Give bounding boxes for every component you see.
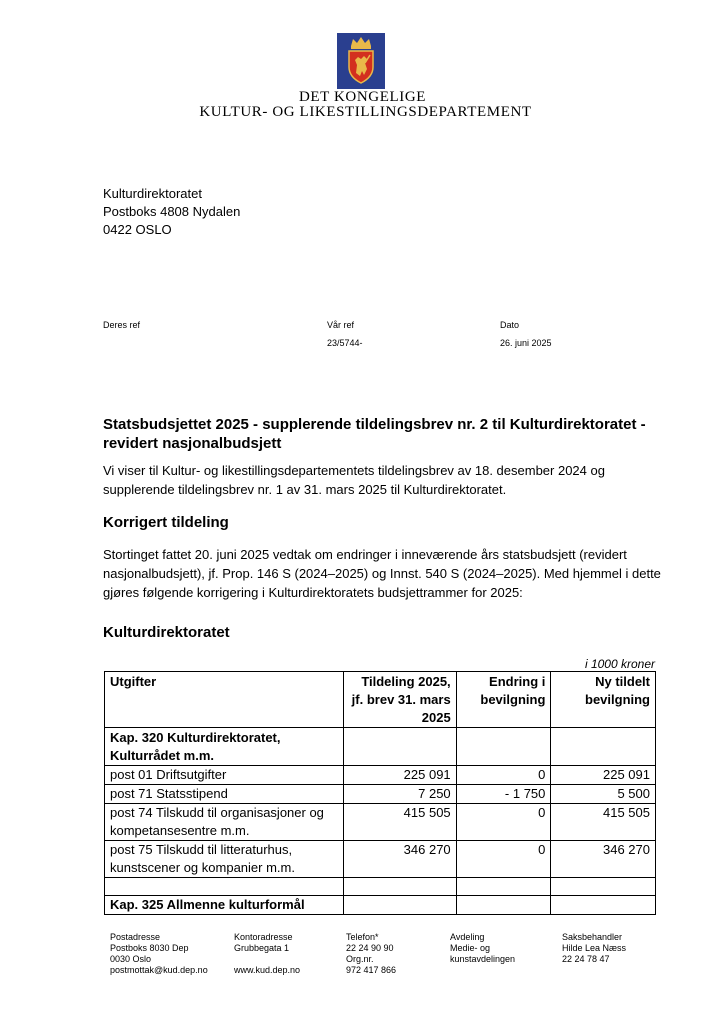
row-value-endring bbox=[456, 896, 551, 915]
footer-label: Avdeling bbox=[450, 932, 485, 942]
row-value-tildeling: 7 250 bbox=[344, 785, 456, 804]
footer-label: Telefon* bbox=[346, 932, 379, 942]
row-label: post 74 Tilskudd til organisasjoner og kompetansesentre m.m. bbox=[105, 804, 344, 841]
ministry-name-line1: DET KONGELIGE bbox=[298, 89, 427, 105]
table-row bbox=[105, 841, 656, 878]
footer-avdeling bbox=[450, 932, 515, 965]
recipient-name: Kulturdirektoratet bbox=[103, 186, 202, 201]
row-value-ny: 346 270 bbox=[551, 841, 656, 878]
row-label: post 01 Driftsutgifter bbox=[105, 766, 344, 785]
footer-text: kunstavdelingen bbox=[450, 954, 516, 964]
ministry-name-line2: KULTUR- OG LIKESTILLINGSDEPARTEMENT bbox=[199, 104, 532, 120]
row-value-tildeling: 415 505 bbox=[344, 804, 456, 841]
footer-email-link[interactable]: postmottak@kud.dep.no bbox=[110, 965, 208, 975]
header-utgifter: Utgifter bbox=[105, 672, 344, 728]
date-value: 26. juni 2025 bbox=[500, 338, 552, 348]
table-heading: Kulturdirektoratet bbox=[103, 624, 230, 641]
footer-label: Kontoradresse bbox=[234, 932, 293, 942]
footer-text: 22 24 78 47 bbox=[562, 954, 610, 964]
row-label: post 71 Statsstipend bbox=[105, 785, 344, 804]
coat-of-arms-logo bbox=[337, 33, 385, 89]
table-row bbox=[105, 766, 656, 785]
table-row bbox=[105, 804, 656, 841]
unit-note: i 1000 kroner bbox=[584, 657, 655, 671]
row-label: Kap. 325 Allmenne kulturformål bbox=[105, 896, 344, 915]
footer-text: 972 417 866 bbox=[346, 965, 397, 975]
footer-text: 0030 Oslo bbox=[110, 954, 152, 964]
deres-ref-label: Deres ref bbox=[103, 320, 141, 330]
footer-text: Medie- og bbox=[450, 943, 491, 953]
footer-postadresse bbox=[110, 932, 208, 976]
row-label bbox=[105, 878, 344, 896]
footer-text bbox=[234, 954, 300, 965]
row-label: post 75 Tilskudd til litteraturhus, kunstscener og kompanier m.m. bbox=[105, 841, 344, 878]
row-value-endring: 0 bbox=[456, 841, 551, 878]
recipient-address-2: 0422 OSLO bbox=[103, 222, 172, 237]
row-value-endring: 0 bbox=[456, 766, 551, 785]
footer-text: Hilde Lea Næss bbox=[562, 943, 627, 953]
footer-label: Postadresse bbox=[110, 932, 161, 942]
var-ref-value: 23/5744- bbox=[327, 338, 363, 348]
var-ref-label: Vår ref bbox=[327, 320, 355, 330]
row-value-endring bbox=[456, 728, 551, 766]
header-ny-tildelt: Ny tildelt bevilgning bbox=[551, 672, 656, 728]
row-value-tildeling bbox=[344, 896, 456, 915]
header-tildeling: Tildeling 2025, jf. brev 31. mars 2025 bbox=[344, 672, 456, 728]
section-heading: Korrigert tildeling bbox=[103, 514, 229, 531]
row-label: Kap. 320 Kulturdirektoratet, Kulturrådet m.m. bbox=[105, 728, 344, 766]
footer-text: Org.nr. bbox=[346, 954, 374, 964]
table-row bbox=[105, 728, 656, 766]
table-row-empty bbox=[105, 878, 656, 896]
table-row bbox=[105, 785, 656, 804]
row-value-ny bbox=[551, 878, 656, 896]
row-value-tildeling: 346 270 bbox=[344, 841, 456, 878]
row-value-tildeling bbox=[344, 728, 456, 766]
footer-text: 22 24 90 90 bbox=[346, 943, 394, 953]
footer-telefon bbox=[346, 932, 396, 976]
header-endring: Endring i bevilgning bbox=[456, 672, 551, 728]
footer-text: Grubbegata 1 bbox=[234, 943, 290, 953]
footer-label: Saksbehandler bbox=[562, 932, 623, 942]
row-value-ny bbox=[551, 728, 656, 766]
budget-table bbox=[104, 671, 656, 915]
footer-text: Postboks 8030 Dep bbox=[110, 943, 189, 953]
row-value-tildeling: 225 091 bbox=[344, 766, 456, 785]
row-value-ny: 5 500 bbox=[551, 785, 656, 804]
footer-website-link[interactable]: www.kud.dep.no bbox=[234, 965, 301, 975]
row-value-tildeling bbox=[344, 878, 456, 896]
footer-saksbehandler bbox=[562, 932, 626, 965]
row-value-ny: 225 091 bbox=[551, 766, 656, 785]
recipient-address-1: Postboks 4808 Nydalen bbox=[103, 204, 241, 219]
footer-kontoradresse bbox=[234, 932, 300, 976]
letter-title: Statsbudsjettet 2025 - supplerende tildelingsbrev nr. 2 til Kulturdirektoratet - revidert nasjonalbudsjett bbox=[103, 416, 646, 452]
table-header-row bbox=[105, 672, 656, 728]
row-value-ny bbox=[551, 896, 656, 915]
row-value-endring: 0 bbox=[456, 804, 551, 841]
section-paragraph: Stortinget fattet 20. juni 2025 vedtak om endringer i inneværende års statsbudsjett (revidert nasjonalbudsjett), jf. Prop. 146 S (2024–2025) og Innst. 540 S (2024–2025). Med hjemmel i dette gjøres følgende korrigering i Kulturdirektoratets budsjettrammer for 2025: bbox=[103, 547, 661, 600]
row-value-endring bbox=[456, 878, 551, 896]
row-value-ny: 415 505 bbox=[551, 804, 656, 841]
table-row bbox=[105, 896, 656, 915]
row-value-endring: - 1 750 bbox=[456, 785, 551, 804]
intro-paragraph: Vi viser til Kultur- og likestillingsdepartementets tildelingsbrev av 18. desember 2024 og supplerende tildelingsbrev nr. 1 av 31. mars 2025 til Kulturdirektoratet. bbox=[103, 463, 605, 497]
date-label: Dato bbox=[500, 320, 520, 330]
